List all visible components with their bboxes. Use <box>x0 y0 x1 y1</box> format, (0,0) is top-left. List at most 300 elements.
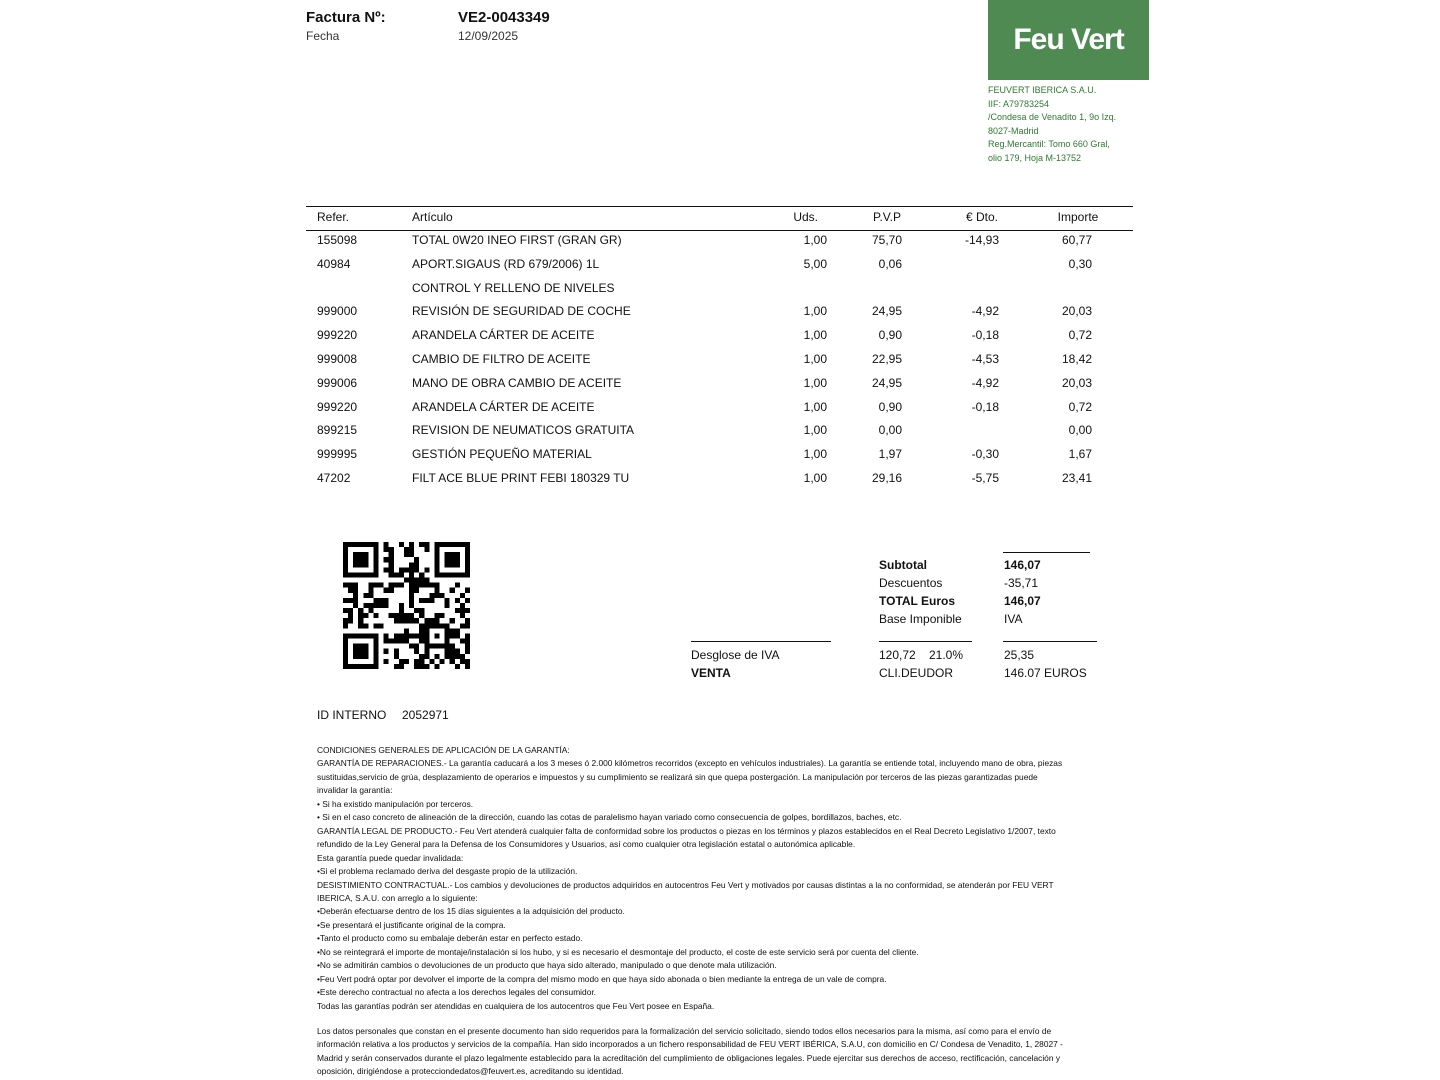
row-pvp: 0,90 <box>878 328 902 343</box>
qr-module <box>379 583 384 588</box>
qr-module <box>343 659 348 664</box>
qr-module <box>450 649 455 654</box>
qr-module <box>399 664 404 669</box>
qr-module <box>409 613 414 618</box>
qr-module <box>460 654 465 659</box>
qr-module <box>363 572 368 577</box>
qr-module <box>343 598 348 603</box>
qr-module <box>440 659 445 664</box>
qr-module <box>373 542 378 547</box>
qr-module <box>363 542 368 547</box>
row-units: 1,00 <box>803 328 827 343</box>
qr-module <box>465 557 470 562</box>
qr-module <box>343 542 348 547</box>
qr-module <box>353 583 358 588</box>
qr-module <box>343 633 348 638</box>
qr-module <box>409 633 414 638</box>
condition-line: • Si en el caso concreto de alineación de la dirección, cuando las cotas de paralelismo hayan variado como consecuencia de golpes, bordillazos, baches, etc. <box>317 812 902 823</box>
qr-module <box>440 572 445 577</box>
row-discount: -14,93 <box>964 233 999 247</box>
qr-module <box>373 664 378 669</box>
qr-module <box>343 572 348 577</box>
privacy-line: Madrid y serán conservados durante el plazo legalmente establecido para la acreditación del cumplimiento de obligaciones legales. Puede ejercitar sus derechos de acceso, rectificación, cancelación y <box>317 1052 1061 1063</box>
qr-code-icon <box>343 542 470 669</box>
qr-module <box>343 608 348 613</box>
qr-module <box>455 664 460 669</box>
row-units: 1,00 <box>803 233 827 247</box>
row-article: REVISION DE NEUMATICOS GRATUITA <box>412 423 635 438</box>
qr-module <box>455 649 460 654</box>
qr-module <box>399 567 404 572</box>
qr-module <box>389 567 394 572</box>
qr-module <box>394 572 399 577</box>
qr-module <box>363 654 368 659</box>
qr-module <box>358 608 363 613</box>
qr-module <box>363 562 368 567</box>
qr-module <box>465 572 470 577</box>
qr-module <box>358 649 363 654</box>
qr-module <box>343 623 348 628</box>
qr-module <box>445 552 450 557</box>
qr-module <box>343 649 348 654</box>
qr-module <box>414 644 419 649</box>
row-ref: 899215 <box>317 423 358 438</box>
qr-module <box>465 618 470 623</box>
qr-module <box>424 547 429 552</box>
row-amount: 18,42 <box>1061 352 1092 366</box>
condition-line: GARANTÍA DE REPARACIONES.- La garantía caducará a los 3 meses ó 2.000 kilómetros recorridos (excepto en vehículos industriales). La garantía se entiende total, incluyendo mano de obra, piezas <box>317 758 1063 769</box>
discounts-value: -35,71 <box>1004 576 1039 590</box>
qr-module <box>445 654 450 659</box>
qr-module <box>348 618 353 623</box>
qr-module <box>450 562 455 567</box>
qr-module <box>419 639 424 644</box>
qr-module <box>440 593 445 598</box>
qr-module <box>455 572 460 577</box>
condition-line: •Si el problema reclamado deriva del desgaste propio de la utilización. <box>317 866 578 877</box>
qr-module <box>460 542 465 547</box>
company-line: /Condesa de Venadito 1, 9o Izq. <box>988 112 1117 122</box>
qr-module <box>394 633 399 638</box>
qr-module <box>424 567 429 572</box>
qr-module <box>368 664 373 669</box>
qr-module <box>343 557 348 562</box>
qr-module <box>389 557 394 562</box>
qr-module <box>465 562 470 567</box>
condition-line: invalidar la garantía: <box>317 785 393 796</box>
row-ref: 40984 <box>317 256 351 271</box>
qr-module <box>460 608 465 613</box>
qr-module <box>440 542 445 547</box>
qr-module <box>343 618 348 623</box>
row-ref: 999000 <box>317 304 358 319</box>
qr-module <box>353 552 358 557</box>
row-ref: 999995 <box>317 447 358 462</box>
qr-module <box>353 603 358 608</box>
qr-module <box>465 588 470 593</box>
qr-module <box>424 583 429 588</box>
qr-module <box>389 547 394 552</box>
condition-line: Todas las garantías podrán ser atendidas en cualquiera de los autocentros que Feu Vert posee en España. <box>317 1000 715 1011</box>
qr-module <box>394 639 399 644</box>
company-line: olio 179, Hoja M-13752 <box>988 152 1082 163</box>
qr-module <box>440 644 445 649</box>
qr-module <box>399 639 404 644</box>
qr-module <box>373 562 378 567</box>
row-discount: -0,18 <box>971 328 999 343</box>
qr-module <box>394 654 399 659</box>
qr-module <box>414 583 419 588</box>
qr-module <box>460 659 465 664</box>
vat-rule-middle <box>879 641 972 642</box>
qr-module <box>465 623 470 628</box>
qr-module <box>389 583 394 588</box>
qr-module <box>404 639 409 644</box>
row-ref: 999220 <box>317 328 358 343</box>
qr-module <box>409 618 414 623</box>
qr-module <box>424 649 429 654</box>
qr-module <box>384 542 389 547</box>
qr-module <box>363 613 368 618</box>
qr-module <box>373 603 378 608</box>
qr-module <box>434 557 439 562</box>
qr-module <box>363 557 368 562</box>
qr-module <box>353 644 358 649</box>
qr-module <box>445 628 450 633</box>
qr-module <box>368 542 373 547</box>
qr-module <box>450 552 455 557</box>
qr-module <box>358 623 363 628</box>
qr-module <box>353 593 358 598</box>
qr-module <box>368 588 373 593</box>
qr-module <box>450 644 455 649</box>
row-amount: 20,03 <box>1061 375 1092 390</box>
qr-module <box>343 664 348 669</box>
qr-module <box>450 659 455 664</box>
condition-line: •Deberán efectuarse dentro de los 15 días siguientes a la adquisición del producto. <box>317 906 625 917</box>
qr-module <box>440 623 445 628</box>
qr-module <box>455 633 460 638</box>
row-units: 5,00 <box>803 256 827 271</box>
row-pvp: 22,95 <box>871 352 902 366</box>
qr-module <box>379 623 384 628</box>
row-pvp: 0,00 <box>878 423 902 438</box>
row-article: ARANDELA CÁRTER DE ACEITE <box>412 399 595 414</box>
condition-line: refundido de la Ley General para la Defensa de los Consumidores y Usuarios, así como cualquier otra legislación estatal o autonómica aplicable. <box>317 839 856 850</box>
row-amount: 0,00 <box>1068 423 1092 438</box>
qr-module <box>353 588 358 593</box>
qr-module <box>429 644 434 649</box>
qr-module <box>465 659 470 664</box>
qr-module <box>450 618 455 623</box>
qr-module <box>358 542 363 547</box>
qr-module <box>424 639 429 644</box>
qr-module <box>455 654 460 659</box>
qr-module <box>358 613 363 618</box>
qr-module <box>434 567 439 572</box>
row-ref: 999006 <box>317 375 358 390</box>
qr-module <box>465 542 470 547</box>
qr-module <box>434 583 439 588</box>
qr-module <box>445 633 450 638</box>
qr-module <box>348 583 353 588</box>
qr-module <box>434 562 439 567</box>
qr-module <box>419 628 424 633</box>
qr-module <box>434 664 439 669</box>
qr-module <box>348 608 353 613</box>
qr-module <box>343 644 348 649</box>
invoice-number: VE2-0043349 <box>458 9 550 26</box>
qr-module <box>368 583 373 588</box>
qr-module <box>409 552 414 557</box>
qr-module <box>429 659 434 664</box>
qr-module <box>389 572 394 577</box>
qr-module <box>379 598 384 603</box>
row-ref: 155098 <box>317 233 358 247</box>
qr-module <box>419 598 424 603</box>
qr-module <box>434 633 439 638</box>
row-discount: -5,75 <box>971 471 999 485</box>
qr-module <box>348 633 353 638</box>
row-units: 1,00 <box>803 423 827 438</box>
qr-module <box>419 664 424 669</box>
row-article: REVISIÓN DE SEGURIDAD DE COCHE <box>412 304 631 319</box>
condition-line: •Este derecho contractual no afecta a los derechos legales del consumidor. <box>317 987 597 998</box>
qr-module <box>450 542 455 547</box>
warranty-conditions <box>317 744 1117 1013</box>
date-value: 12/09/2025 <box>458 29 519 43</box>
qr-module <box>429 593 434 598</box>
row-ref: 999220 <box>317 399 358 414</box>
qr-module <box>419 623 424 628</box>
qr-module <box>363 649 368 654</box>
row-amount: 1,67 <box>1068 447 1092 462</box>
qr-module <box>363 633 368 638</box>
discounts-label: Descuentos <box>879 576 943 590</box>
qr-module <box>363 644 368 649</box>
qr-module <box>434 552 439 557</box>
qr-module <box>414 578 419 583</box>
qr-module <box>414 664 419 669</box>
col-header-article: Artículo <box>412 210 453 224</box>
qr-module <box>358 557 363 562</box>
row-discount: -0,18 <box>971 399 999 414</box>
vat-breakdown-label: Desglose de IVA <box>691 648 780 662</box>
vat-rule-left <box>691 641 831 642</box>
row-pvp: 24,95 <box>871 375 902 390</box>
qr-module <box>414 649 419 654</box>
payment-method: CLI.DEUDOR <box>879 666 954 680</box>
qr-module <box>404 633 409 638</box>
row-amount: 0,72 <box>1068 399 1092 414</box>
qr-module <box>348 542 353 547</box>
qr-module <box>404 552 409 557</box>
privacy-line: oposición, dirigiéndose a protecciondedatos@feuvert.es, acreditando su identidad. <box>317 1066 624 1077</box>
qr-module <box>429 583 434 588</box>
date-label: Fecha <box>306 29 340 43</box>
qr-module <box>445 623 450 628</box>
qr-module <box>445 598 450 603</box>
qr-module <box>460 593 465 598</box>
condition-line: CONDICIONES GENERALES DE APLICACIÓN DE LA GARANTÍA: <box>317 745 570 755</box>
qr-module <box>409 542 414 547</box>
row-discount: -4,53 <box>971 352 999 366</box>
condition-line: sustituidas,servicio de grúa, desplazamiento de operarios e impuestos y su cumplimiento se realizará sin que quepa postergación. La manipulación por terceros de las piezas garantizadas puede <box>317 771 1038 782</box>
qr-module <box>419 583 424 588</box>
condition-line: •Se presentará el justificante original de la compra. <box>317 919 506 930</box>
qr-module <box>455 542 460 547</box>
qr-module <box>424 633 429 638</box>
qr-module <box>343 639 348 644</box>
qr-module <box>358 664 363 669</box>
iva-label: IVA <box>1004 612 1023 626</box>
qr-module <box>414 588 419 593</box>
row-article: ARANDELA CÁRTER DE ACEITE <box>412 328 595 343</box>
condition-line: IBERICA, S.A.U. con arreglo a lo siguiente: <box>317 892 478 903</box>
qr-module <box>358 552 363 557</box>
qr-module <box>450 588 455 593</box>
qr-module <box>343 654 348 659</box>
qr-module <box>409 562 414 567</box>
col-header-units: Uds. <box>793 210 818 224</box>
qr-module <box>373 633 378 638</box>
qr-module <box>363 603 368 608</box>
qr-module <box>434 542 439 547</box>
subtotal-value: 146,07 <box>1004 558 1041 572</box>
qr-module <box>419 613 424 618</box>
qr-module <box>465 649 470 654</box>
qr-module <box>373 552 378 557</box>
row-article: MANO DE OBRA CAMBIO DE ACEITE <box>412 375 622 390</box>
qr-module <box>368 603 373 608</box>
qr-module <box>429 618 434 623</box>
qr-module <box>424 628 429 633</box>
qr-module <box>384 649 389 654</box>
qr-module <box>358 654 363 659</box>
qr-module <box>389 613 394 618</box>
qr-module <box>389 639 394 644</box>
qr-module <box>424 654 429 659</box>
row-units: 1,00 <box>803 352 827 366</box>
qr-module <box>409 547 414 552</box>
qr-module <box>409 588 414 593</box>
row-discount: -0,30 <box>971 447 999 462</box>
qr-module <box>414 557 419 562</box>
qr-module <box>353 598 358 603</box>
qr-module <box>404 659 409 664</box>
condition-line: Esta garantía puede quedar invalidada: <box>317 852 464 863</box>
internal-id-label: ID INTERNO <box>317 708 387 722</box>
qr-module <box>394 649 399 654</box>
logo-text: Feu Vert <box>1013 23 1124 56</box>
qr-module <box>445 542 450 547</box>
row-amount: 60,77 <box>1061 233 1092 247</box>
qr-module <box>373 623 378 628</box>
qr-module <box>353 562 358 567</box>
row-article: CAMBIO DE FILTRO DE ACEITE <box>412 352 591 366</box>
qr-module <box>409 598 414 603</box>
condition-line: •No se admitirán cambios o devoluciones de un producto que haya sido alterado, manipulado o que denote mala utilización. <box>317 960 777 971</box>
qr-module <box>384 603 389 608</box>
qr-module <box>419 578 424 583</box>
row-article: TOTAL 0W20 INEO FIRST (GRAN GR) <box>412 233 622 247</box>
qr-module <box>465 547 470 552</box>
qr-module <box>429 623 434 628</box>
qr-module <box>419 633 424 638</box>
qr-module <box>465 552 470 557</box>
qr-module <box>460 603 465 608</box>
qr-module <box>353 557 358 562</box>
qr-module <box>455 628 460 633</box>
qr-module <box>445 557 450 562</box>
qr-module <box>404 578 409 583</box>
qr-module <box>465 644 470 649</box>
feu-vert-logo <box>988 0 1149 80</box>
row-discount: -4,92 <box>971 304 999 319</box>
qr-module <box>343 583 348 588</box>
company-line: Reg.Mercantil: Tomo 660 Gral, <box>988 139 1110 149</box>
qr-module <box>348 598 353 603</box>
qr-module <box>399 572 404 577</box>
qr-module <box>373 654 378 659</box>
qr-module <box>384 598 389 603</box>
qr-module <box>368 633 373 638</box>
qr-module <box>434 654 439 659</box>
qr-module <box>414 567 419 572</box>
col-header-ref: Refer. <box>317 210 350 224</box>
qr-module <box>358 562 363 567</box>
qr-module <box>434 644 439 649</box>
row-article: APORT.SIGAUS (RD 679/2006) 1L <box>412 256 600 271</box>
qr-module <box>404 547 409 552</box>
row-pvp: 0,90 <box>878 399 902 414</box>
company-line: 8027-Madrid <box>988 125 1039 136</box>
row-article: FILT ACE BLUE PRINT FEBI 180329 TU <box>412 471 630 485</box>
qr-module <box>368 608 373 613</box>
qr-module <box>409 572 414 577</box>
condition-line: DESISTIMIENTO CONTRACTUAL.- Los cambios y devoluciones de productos adquiridos en autocentros Feu Vert y motivados por causas distintas a la no conformidad, se atenderán por FEU VERT <box>317 879 1054 890</box>
qr-module <box>394 613 399 618</box>
qr-module <box>399 613 404 618</box>
qr-module <box>414 659 419 664</box>
row-pvp: 0,06 <box>878 256 902 271</box>
qr-module <box>399 603 404 608</box>
qr-module <box>445 603 450 608</box>
qr-module <box>424 623 429 628</box>
vat-amount: 25,35 <box>1004 648 1035 662</box>
qr-module <box>455 608 460 613</box>
qr-module <box>394 664 399 669</box>
row-ref: 999008 <box>317 352 358 366</box>
qr-module <box>419 659 424 664</box>
qr-module <box>399 633 404 638</box>
qr-module <box>389 562 394 567</box>
qr-module <box>455 552 460 557</box>
qr-module <box>379 603 384 608</box>
qr-module <box>384 588 389 593</box>
subtotal-label: Subtotal <box>879 558 927 572</box>
qr-module <box>414 633 419 638</box>
qr-module <box>445 644 450 649</box>
condition-line: •Feu Vert podrá optar por devolver el importe de la compra del mismo modo en que haya sido abonada o bien mediante la entrega de un vale de compra. <box>317 973 887 984</box>
company-line: FEUVERT IBERICA S.A.U. <box>988 85 1097 95</box>
qr-module <box>399 618 404 623</box>
row-ref: 47202 <box>317 471 351 485</box>
qr-module <box>434 588 439 593</box>
qr-module <box>414 562 419 567</box>
condition-line: •No se reintegrará el importe de montaje/instalación si los hubo, y si es necesario el desmontaje del producto, el coste de este servicio será por cuenta del cliente. <box>317 946 919 957</box>
qr-module <box>465 639 470 644</box>
